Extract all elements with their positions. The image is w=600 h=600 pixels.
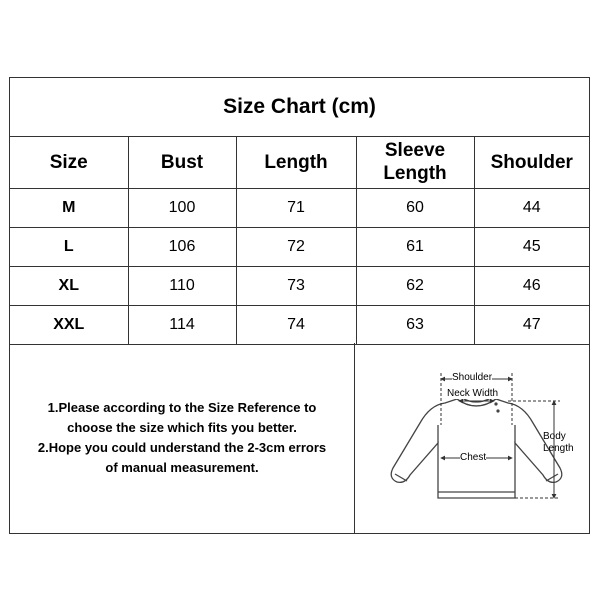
cell-sleeve: 61 — [356, 228, 474, 267]
cell-size: L — [10, 228, 128, 267]
cell-size: XXL — [10, 306, 128, 345]
cell-size: XL — [10, 267, 128, 306]
cell-shoulder: 45 — [474, 228, 589, 267]
cell-length: 73 — [236, 267, 356, 306]
size-chart — [9, 77, 590, 534]
note-line: 2.Hope you could understand the 2-3cm errors — [37, 440, 327, 455]
cell-sleeve: 63 — [356, 306, 474, 345]
cell-length: 72 — [236, 228, 356, 267]
note-line: of manual measurement. — [105, 460, 259, 475]
size-table — [10, 136, 589, 345]
neck-width-label: Neck Width — [447, 388, 499, 399]
cell-size: M — [10, 189, 128, 228]
note-line: 1.Please according to the Size Reference to — [47, 400, 317, 415]
table-header-row — [10, 136, 589, 189]
chart-title: Size Chart (cm) — [10, 78, 589, 137]
body-length-label-2: Length — [543, 443, 574, 454]
header-bust: Bust — [128, 136, 236, 189]
header-length: Length — [236, 136, 356, 189]
table-row — [10, 228, 589, 267]
cell-length: 71 — [236, 189, 356, 228]
cell-bust: 114 — [128, 306, 236, 345]
table-row — [10, 306, 589, 345]
sweater-outline-icon — [391, 398, 562, 498]
cell-length: 74 — [236, 306, 356, 345]
cell-bust: 106 — [128, 228, 236, 267]
cell-shoulder: 46 — [474, 267, 589, 306]
cell-bust: 110 — [128, 267, 236, 306]
note-line: choose the size which fits you better. — [67, 420, 297, 435]
header-shoulder: Shoulder — [474, 136, 589, 189]
measurement-diagram — [355, 343, 589, 533]
header-size: Size — [10, 136, 128, 189]
shoulder-label: Shoulder — [452, 372, 493, 383]
header-sleeve-length-text: Sleeve Length — [383, 140, 447, 184]
table-row — [10, 189, 589, 228]
button-icon — [494, 402, 497, 405]
table-row — [10, 267, 589, 306]
cell-shoulder: 47 — [474, 306, 589, 345]
chest-label: Chest — [460, 452, 487, 463]
measurement-notes — [10, 343, 355, 533]
cell-sleeve: 60 — [356, 189, 474, 228]
button-icon — [496, 409, 499, 412]
cell-shoulder: 44 — [474, 189, 589, 228]
body-length-label-1: Body — [543, 431, 566, 442]
header-sleeve-length — [356, 136, 474, 189]
cell-bust: 100 — [128, 189, 236, 228]
cell-sleeve: 62 — [356, 267, 474, 306]
